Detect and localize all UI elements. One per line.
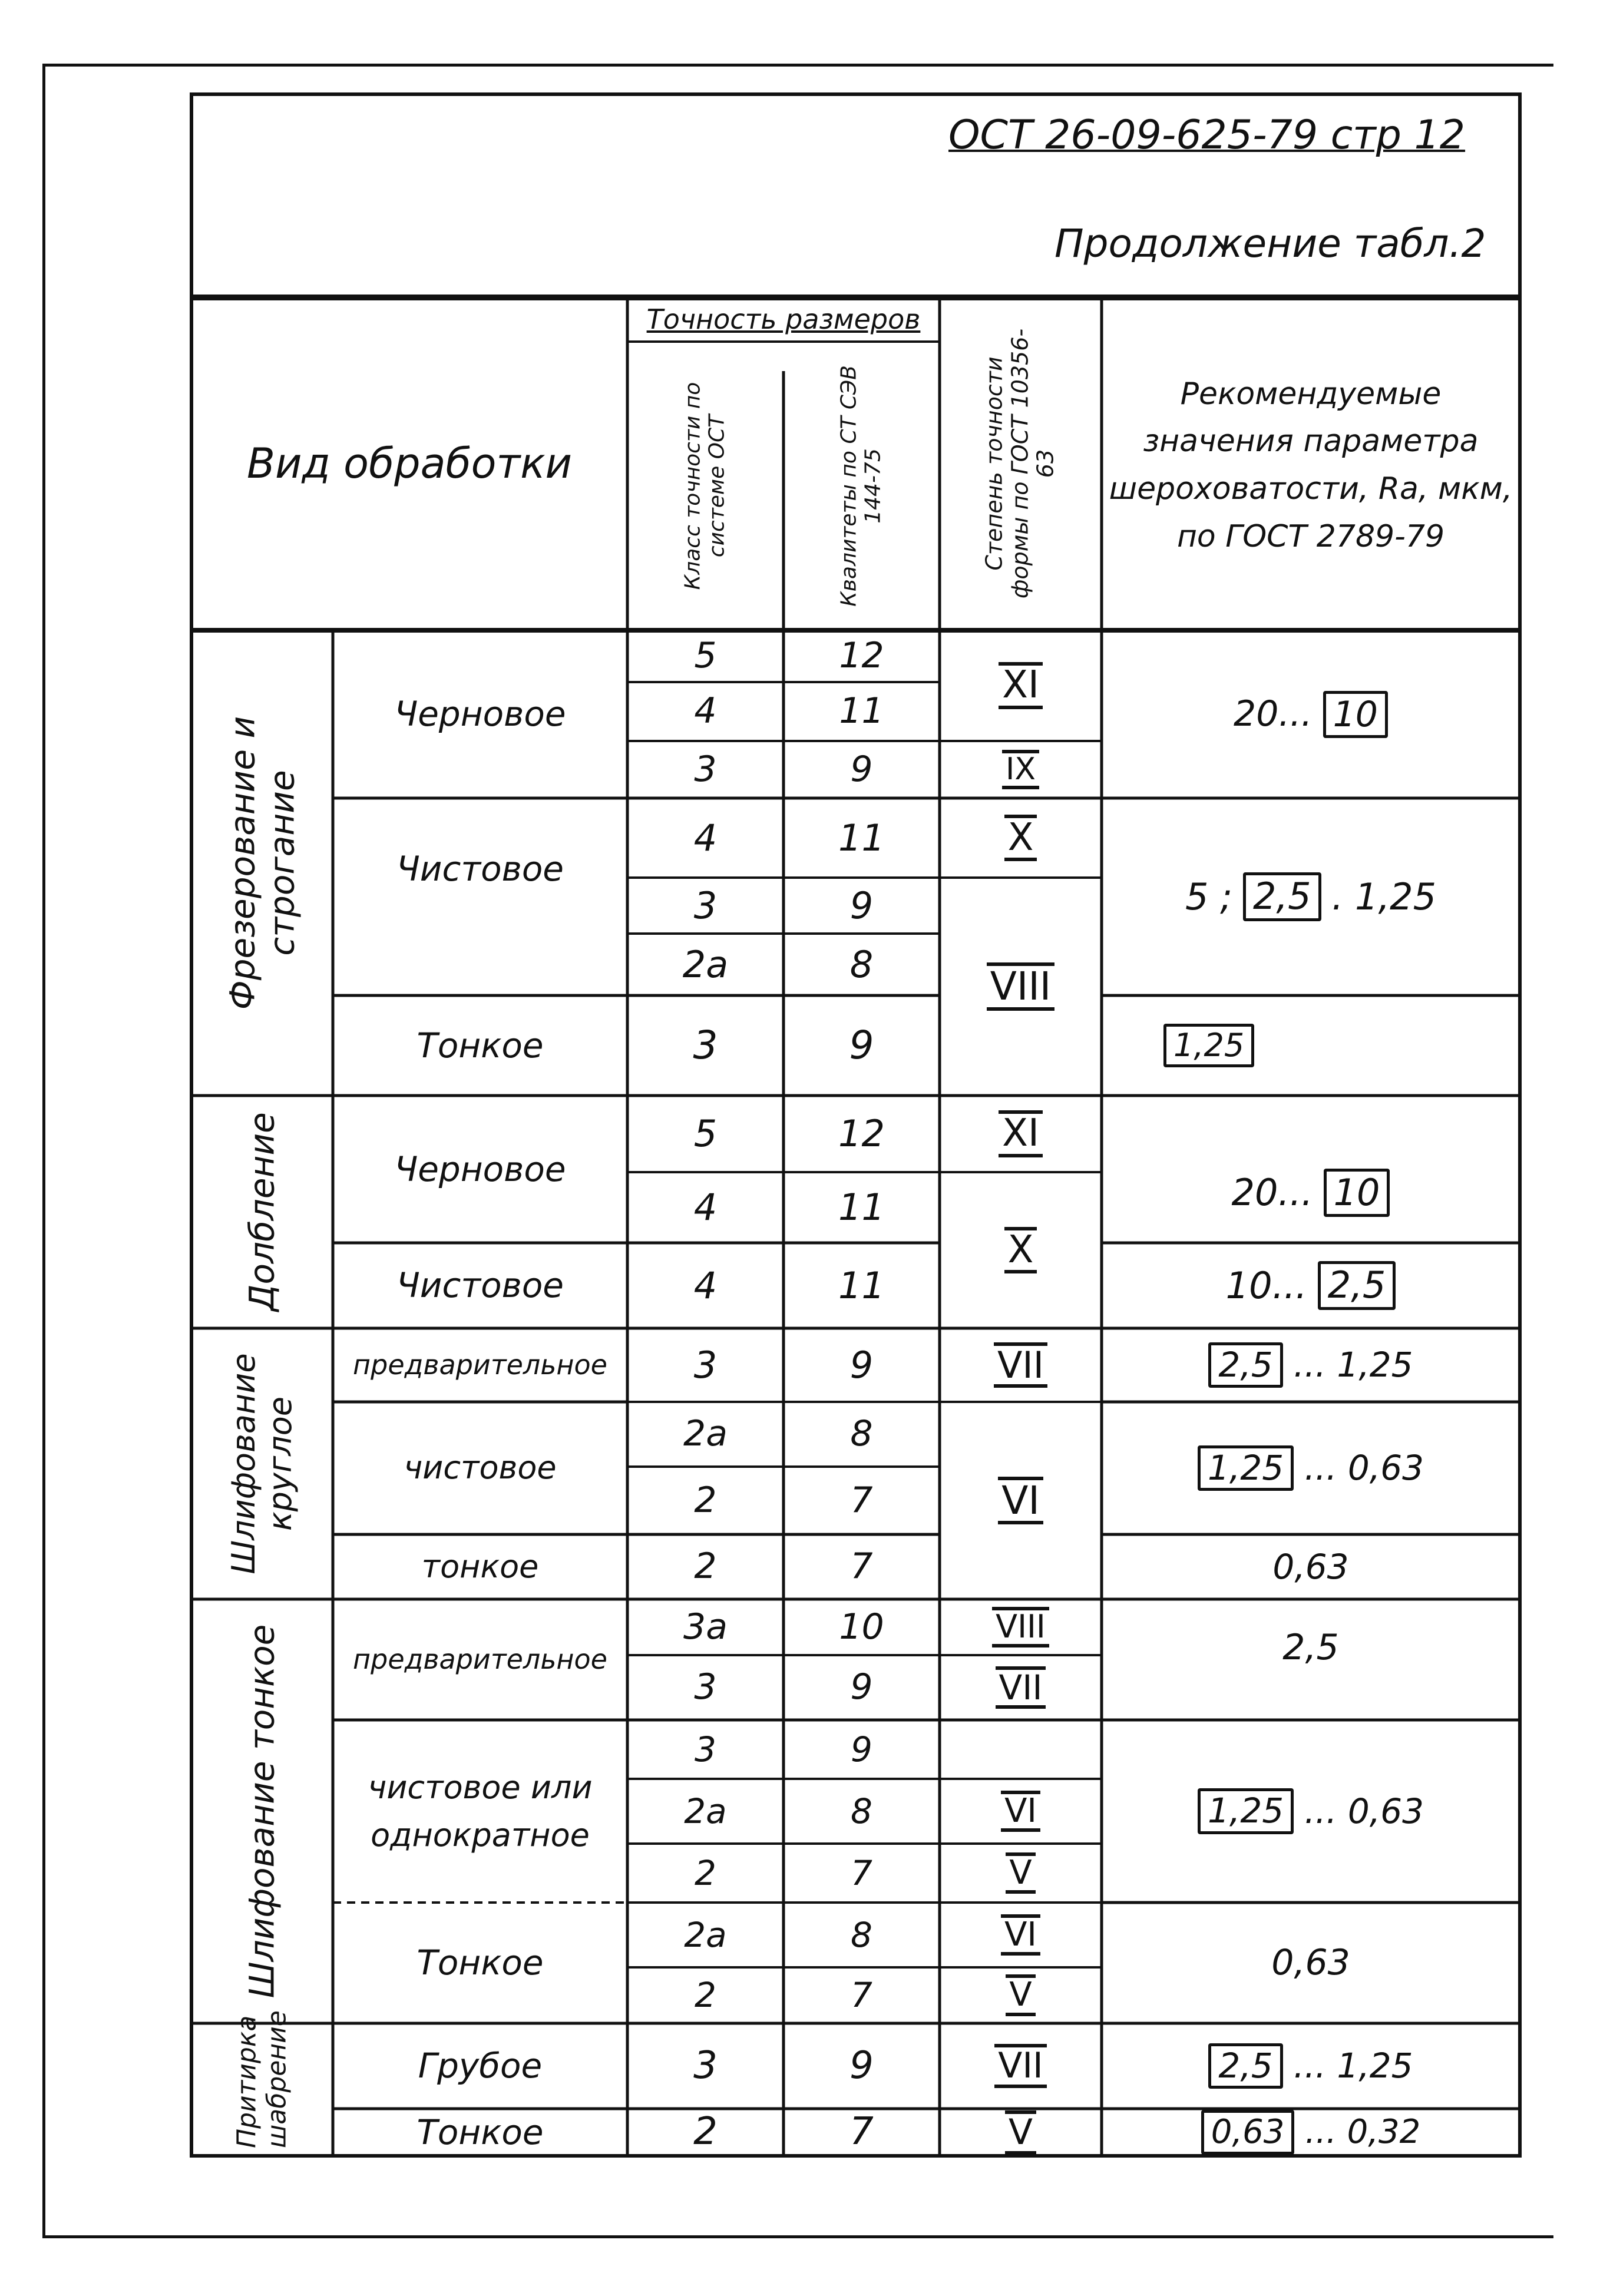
form-grade-cell: V (940, 1967, 1102, 2023)
op-label: предварительное (353, 1348, 607, 1381)
quality-cell: 11 (838, 816, 885, 859)
roughness-cell: 20... 10 (1102, 1096, 1520, 1243)
quality-cell: 8 (851, 1791, 872, 1831)
form-grade-cell: X (940, 1172, 1102, 1328)
class-cell: 5 (693, 1112, 718, 1156)
class-cell: 3а (683, 1606, 728, 1647)
op-label: Тонкое (416, 2112, 544, 2152)
quality-cell: 9 (849, 1023, 874, 1068)
roughness-cell: 0,63 (1271, 1941, 1350, 1983)
roughness-boxed-value: 2,5 (1243, 872, 1321, 921)
class-cell: 4 (694, 690, 717, 732)
quality-cell: 11 (838, 1186, 885, 1229)
quality-cell: 7 (851, 1975, 872, 2016)
class-cell: 4 (693, 1263, 718, 1307)
op-label: Черновое (394, 1149, 566, 1189)
class-cell: 2 (695, 1975, 716, 2016)
quality-cell: 12 (838, 1112, 885, 1156)
class-cell: 5 (694, 635, 717, 677)
form-grade-cell: V (940, 1844, 1102, 1903)
roughness-cell: 2,5 ... 1,25 (1102, 2023, 1520, 2109)
form-grade-cell: VI (940, 1779, 1102, 1844)
document-reference: ОСТ 26-09-625-79 стр 12 (948, 112, 1466, 158)
class-cell: 2 (695, 1852, 716, 1893)
op-label: предварительное (353, 1643, 607, 1675)
class-cell: 3 (693, 1343, 718, 1387)
header-class-accuracy: Класс точности по системе ОСТ (680, 382, 729, 590)
quality-cell: 8 (850, 1413, 873, 1455)
class-cell: 3 (693, 884, 718, 927)
op-label: Тонкое (416, 1025, 544, 1066)
quality-cell: 10 (839, 1606, 884, 1647)
roughness-cell: 10... 2,5 (1102, 1243, 1520, 1328)
form-grade-cell: VII (940, 1655, 1102, 1720)
form-grade-cell: X (940, 798, 1102, 878)
op-label: Грубое (418, 2046, 543, 2086)
form-grade-cell: VI (940, 1402, 1102, 1599)
header-form-accuracy: Степень точности формы по ГОСТ 10356-63 (981, 328, 1059, 599)
form-grade-cell: XI (940, 1096, 1102, 1172)
op-label: чистовое или однократное (368, 1769, 593, 1854)
table-continuation-label: Продолжение табл.2 (1054, 221, 1486, 266)
op-label: Тонкое (416, 1943, 544, 1983)
roughness-cell: 1,25 ... 0,63 (1102, 1402, 1520, 1534)
roughness-boxed-value: 1,25 (1198, 1788, 1294, 1834)
class-cell: 3 (693, 2043, 718, 2087)
group-slotting: Долбление (242, 1112, 282, 1311)
quality-cell: 7 (850, 1546, 873, 1587)
quality-cell: 11 (839, 690, 884, 732)
roughness-cell: 20... 10 (1102, 630, 1520, 798)
quality-cell: 7 (849, 2110, 874, 2154)
group-lapping-scraping: Притирка шабрение (232, 2010, 292, 2148)
header-size-accuracy: Точность размеров (646, 303, 921, 335)
class-cell: 3 (694, 748, 717, 790)
roughness-cell: 0,63 (1272, 1546, 1349, 1587)
roughness-boxed-value: 10 (1324, 1169, 1390, 1217)
class-cell: 3 (694, 1666, 717, 1708)
form-grade-cell: VIII (940, 1599, 1102, 1655)
form-grade-cell: V (940, 2109, 1102, 2156)
op-label: Чистовое (396, 848, 564, 889)
roughness-boxed-value: 2,5 (1318, 1261, 1396, 1309)
roughness-boxed-value: 2,5 (1208, 2043, 1282, 2089)
quality-cell: 9 (850, 1666, 873, 1708)
roughness-cell: 5 ; 2,5 . 1,25 (1102, 798, 1520, 995)
roughness-boxed-value: 2,5 (1208, 1342, 1282, 1388)
form-grade-cell: VIII (940, 878, 1102, 1096)
quality-cell: 11 (838, 1263, 885, 1307)
quality-cell: 7 (851, 1852, 872, 1893)
roughness-cell (1163, 995, 1458, 1096)
op-label: Черновое (394, 694, 566, 735)
op-label: тонкое (421, 1547, 539, 1585)
header-qualities: Квалитеты по СТ СЭВ 144-75 (837, 365, 885, 607)
form-grade-cell: VII (940, 2023, 1102, 2109)
form-grade-cell: IX (940, 741, 1102, 798)
quality-cell: 8 (849, 942, 874, 986)
quality-cell: 9 (851, 1729, 872, 1769)
class-cell: 2 (694, 1479, 717, 1521)
header-roughness: Рекомендуемые значения параметра шероховатости, Ra, мкм, по ГОСТ 2789-79 (1109, 376, 1513, 554)
quality-cell: 7 (850, 1479, 873, 1521)
roughness-cell: 0,63 ... 0,32 (1102, 2109, 1520, 2156)
roughness-cell: 2,5 ... 1,25 (1102, 1328, 1520, 1402)
quality-cell: 9 (849, 2043, 874, 2087)
class-cell: 3 (695, 1729, 716, 1769)
quality-cell: 9 (850, 748, 873, 790)
class-cell: 4 (693, 1186, 718, 1229)
group-milling-planing: Фрезерование и строгание (222, 716, 302, 1010)
roughness-boxed-value: 10 (1323, 691, 1388, 738)
quality-cell: 9 (849, 1343, 874, 1387)
op-label: чистовое (404, 1449, 557, 1487)
form-grade-cell: VI (940, 1903, 1102, 1967)
class-cell: 3 (693, 1023, 718, 1068)
roughness-cell: 2,5 (1282, 1626, 1339, 1668)
roughness-boxed-value: 1,25 (1163, 1024, 1254, 1067)
class-cell: 2а (683, 1413, 728, 1455)
quality-cell: 9 (849, 884, 874, 927)
class-cell: 4 (693, 816, 718, 859)
roughness-boxed-value: 1,25 (1198, 1445, 1294, 1491)
class-cell: 2а (684, 1914, 727, 1955)
header-process: Вид обработки (246, 439, 573, 488)
form-grade-cell: VII (940, 1328, 1102, 1402)
roughness-cell: 1,25 ... 0,63 (1102, 1720, 1520, 1903)
group-round-grinding: Шлифование круглое (224, 1353, 299, 1574)
quality-cell: 12 (839, 635, 884, 677)
class-cell: 2 (693, 2110, 718, 2154)
group-fine-grinding: Шлифование тонкое (242, 1624, 282, 1999)
form-grade-cell: XI (940, 630, 1102, 741)
quality-cell: 8 (851, 1914, 872, 1955)
class-cell: 2 (694, 1546, 717, 1587)
class-cell: 2а (684, 1791, 727, 1831)
class-cell: 2а (682, 942, 729, 986)
op-label: Чистовое (396, 1265, 564, 1306)
roughness-boxed-value: 0,63 (1201, 2110, 1295, 2155)
